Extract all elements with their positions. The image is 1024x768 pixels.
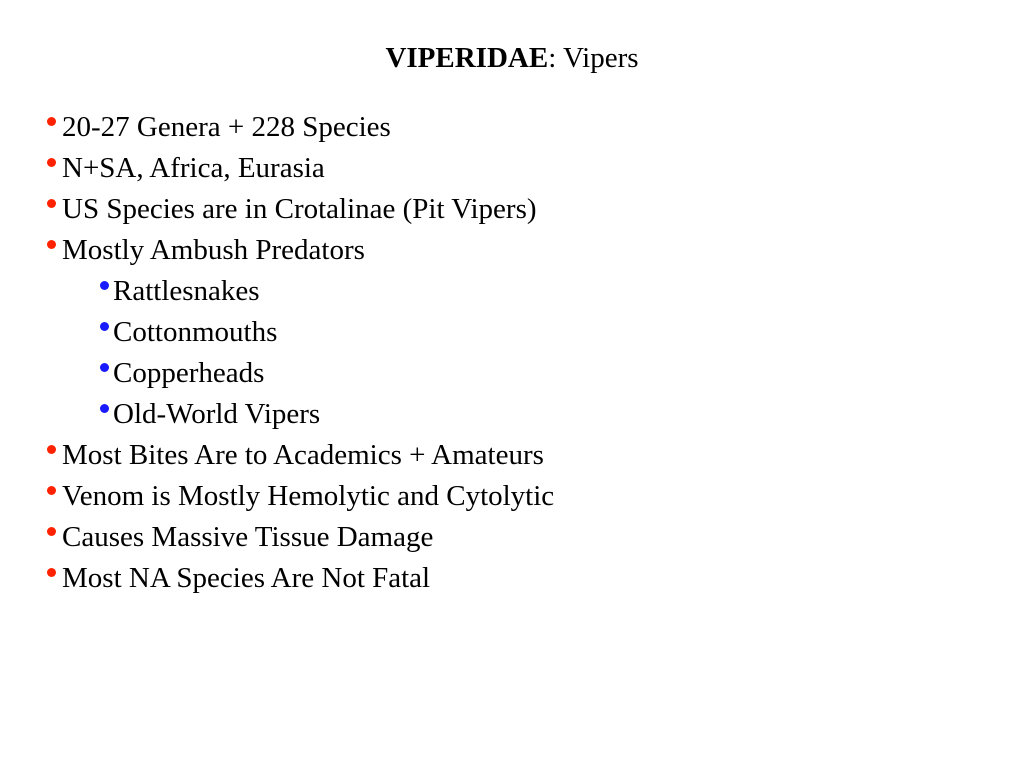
bullet-item — [0, 189, 1024, 230]
bullet-dot-icon — [47, 486, 56, 495]
sub-bullet-dot-icon — [100, 363, 109, 372]
sub-bullet-item — [0, 271, 1024, 312]
bullet-text: Rattlesnakes — [113, 275, 260, 307]
sub-bullet-item — [0, 353, 1024, 394]
slide-title — [0, 38, 1024, 78]
bullet-dot-icon — [47, 158, 56, 167]
bullet-item — [0, 107, 1024, 148]
bullet-dot-icon — [47, 527, 56, 536]
sub-bullet-dot-icon — [100, 281, 109, 290]
bullet-text: Most Bites Are to Academics + Amateurs — [62, 439, 544, 471]
bullet-item — [0, 558, 1024, 599]
bullet-item — [0, 517, 1024, 558]
bullet-text: Mostly Ambush Predators — [62, 234, 365, 266]
bullet-dot-icon — [47, 117, 56, 126]
sub-bullet-item — [0, 394, 1024, 435]
bullet-item — [0, 476, 1024, 517]
bullet-text: 20-27 Genera + 228 Species — [62, 111, 391, 143]
sub-bullet-item — [0, 312, 1024, 353]
bullet-text: Most NA Species Are Not Fatal — [62, 562, 431, 594]
sub-bullet-dot-icon — [100, 322, 109, 331]
sub-bullet-dot-icon — [100, 404, 109, 413]
bullet-list — [0, 107, 1024, 599]
title-bold: VIPERIDAE — [385, 42, 549, 74]
bullet-text: Venom is Mostly Hemolytic and Cytolytic — [62, 480, 555, 512]
bullet-text: N+SA, Africa, Eurasia — [62, 152, 325, 184]
bullet-dot-icon — [47, 199, 56, 208]
bullet-text: Copperheads — [113, 357, 265, 389]
bullet-item — [0, 230, 1024, 271]
bullet-text: Cottonmouths — [113, 316, 278, 348]
bullet-dot-icon — [47, 445, 56, 454]
bullet-item — [0, 148, 1024, 189]
bullet-dot-icon — [47, 240, 56, 249]
bullet-dot-icon — [47, 568, 56, 577]
title-rest: : Vipers — [548, 42, 639, 74]
bullet-text: US Species are in Crotalinae (Pit Vipers) — [62, 193, 537, 225]
bullet-text: Old-World Vipers — [113, 398, 321, 430]
bullet-text: Causes Massive Tissue Damage — [62, 521, 434, 553]
bullet-item — [0, 435, 1024, 476]
